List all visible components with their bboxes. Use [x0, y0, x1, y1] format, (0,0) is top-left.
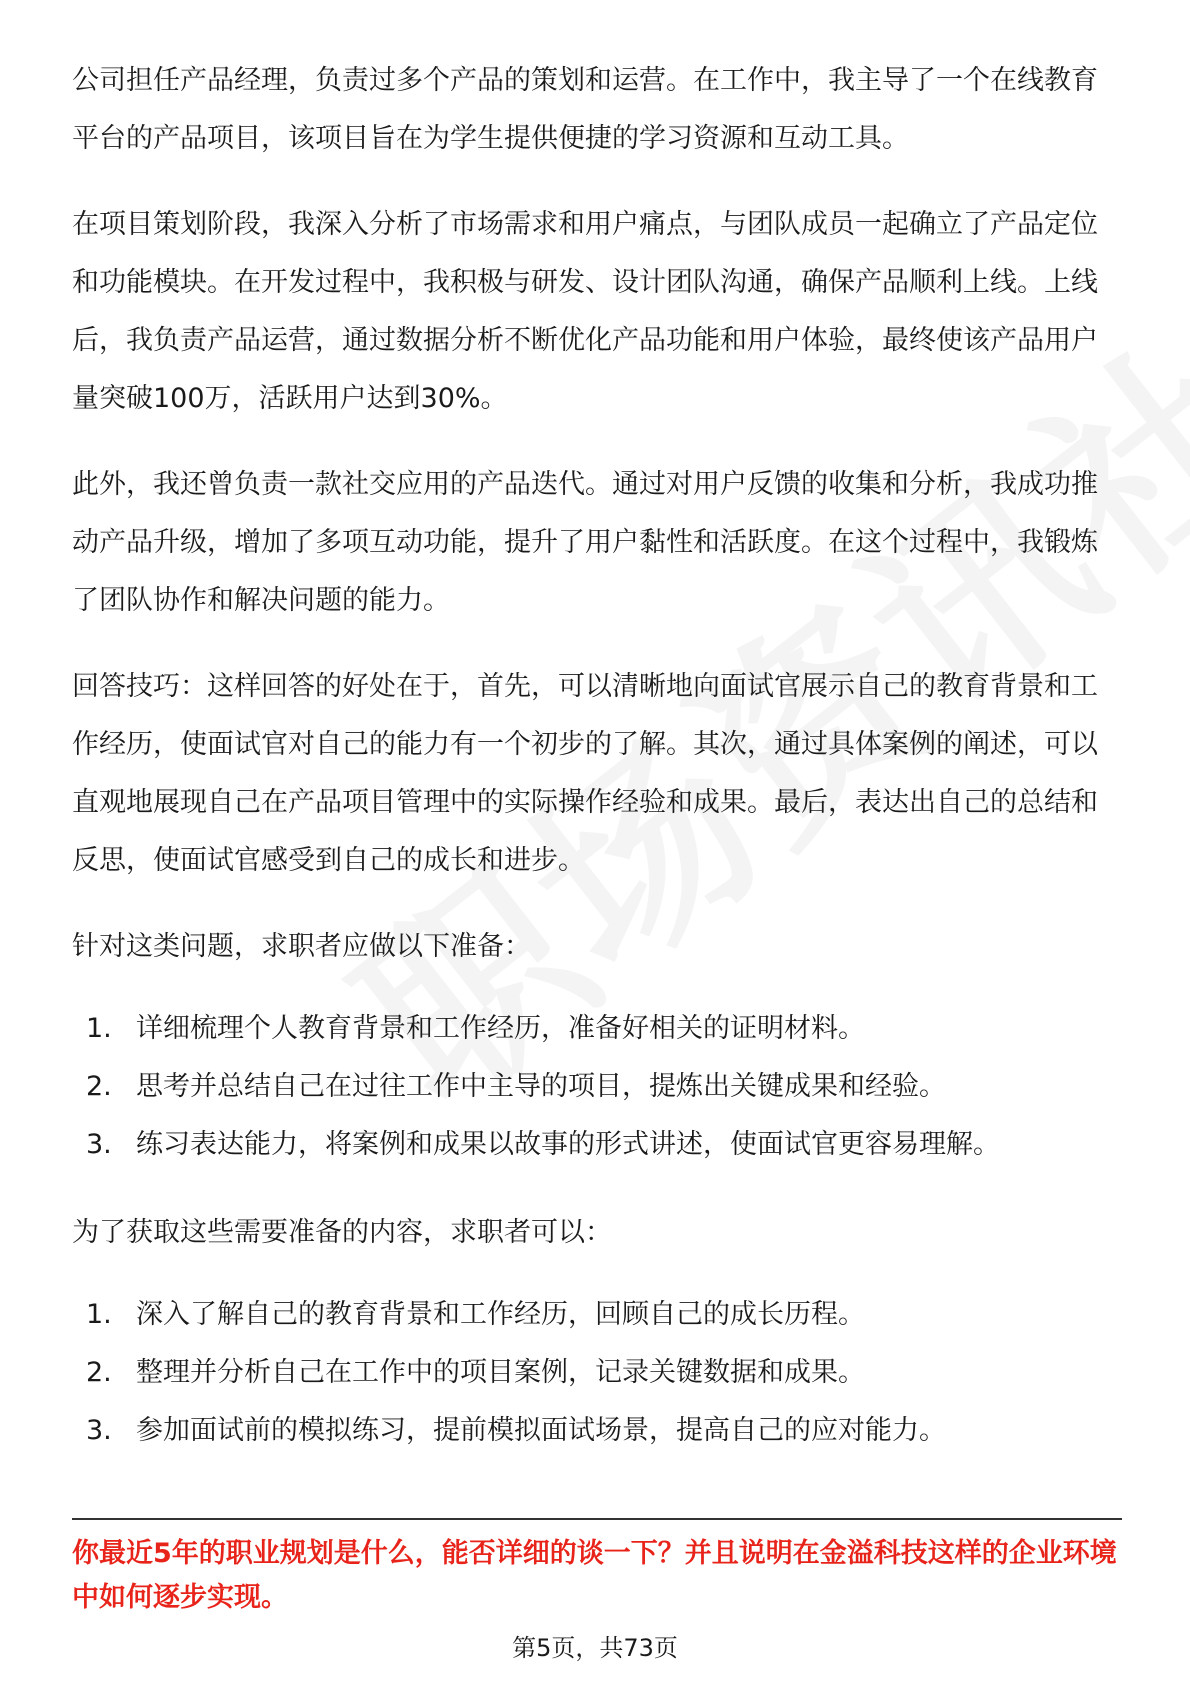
list-item: [72, 1344, 1122, 1402]
list-number: 2.: [86, 1071, 112, 1102]
list-item: [72, 1116, 1122, 1174]
list-number: 3.: [86, 1415, 112, 1446]
list-text: 整理并分析自己在工作中的项目案例，记录关键数据和成果。: [136, 1357, 865, 1388]
acquire-list: [72, 1286, 1122, 1460]
paragraph-social-app: 此外，我还曾负责一款社交应用的产品迭代。通过对用户反馈的收集和分析，我成功推动产品升级，增加了多项互动功能，提升了用户黏性和活跃度。在这个过程中，我锻炼了团队协作和解决问题的能力。: [72, 469, 1098, 616]
list-text: 思考并总结自己在过往工作中主导的项目，提炼出关键成果和经验。: [136, 1071, 946, 1102]
document-body: [72, 52, 1122, 1490]
list-item: [72, 1286, 1122, 1344]
paragraph-work-experience: 公司担任产品经理，负责过多个产品的策划和运营。在工作中，我主导了一个在线教育平台的产品项目，该项目旨在为学生提供便捷的学习资源和互动工具。: [72, 65, 1098, 154]
interview-question-heading: 你最近5年的职业规划是什么，能否详细的谈一下？并且说明在金溢科技这样的企业环境中如何逐步实现。: [72, 1538, 1117, 1613]
list-item: [72, 1000, 1122, 1058]
list-number: 1.: [86, 1299, 112, 1330]
list-text: 参加面试前的模拟练习，提前模拟面试场景，提高自己的应对能力。: [136, 1415, 946, 1446]
paragraph-answer-tips: 回答技巧：这样回答的好处在于，首先，可以清晰地向面试官展示自己的教育背景和工作经历，使面试官对自己的能力有一个初步的了解。其次，通过具体案例的阐述，可以直观地展现自己在产品项目管理中的实际操作经验和成果。最后，表达出自己的总结和反思，使面试官感受到自己的成长和进步。: [72, 671, 1098, 876]
section-divider: [72, 1518, 1122, 1520]
list-number: 2.: [86, 1357, 112, 1388]
list-text: 深入了解自己的教育背景和工作经历，回顾自己的成长历程。: [136, 1299, 865, 1330]
page-number-footer: 第5页，共73页: [512, 1634, 678, 1662]
paragraph-acquire-intro: 为了获取这些需要准备的内容，求职者可以：: [72, 1217, 612, 1248]
list-number: 1.: [86, 1013, 112, 1044]
list-item: [72, 1058, 1122, 1116]
list-number: 3.: [86, 1129, 112, 1160]
paragraph-preparation-intro: 针对这类问题，求职者应做以下准备：: [72, 931, 531, 962]
paragraph-project-planning: 在项目策划阶段，我深入分析了市场需求和用户痛点，与团队成员一起确立了产品定位和功能模块。在开发过程中，我积极与研发、设计团队沟通，确保产品顺利上线。上线后，我负责产品运营，通过数据分析不断优化产品功能和用户体验，最终使该产品用户量突破100万，活跃用户达到30%。: [72, 209, 1098, 414]
preparation-list: [72, 1000, 1122, 1174]
list-item: [72, 1402, 1122, 1460]
list-text: 练习表达能力，将案例和成果以故事的形式讲述，使面试官更容易理解。: [136, 1129, 1000, 1160]
list-text: 详细梳理个人教育背景和工作经历，准备好相关的证明材料。: [136, 1013, 865, 1044]
